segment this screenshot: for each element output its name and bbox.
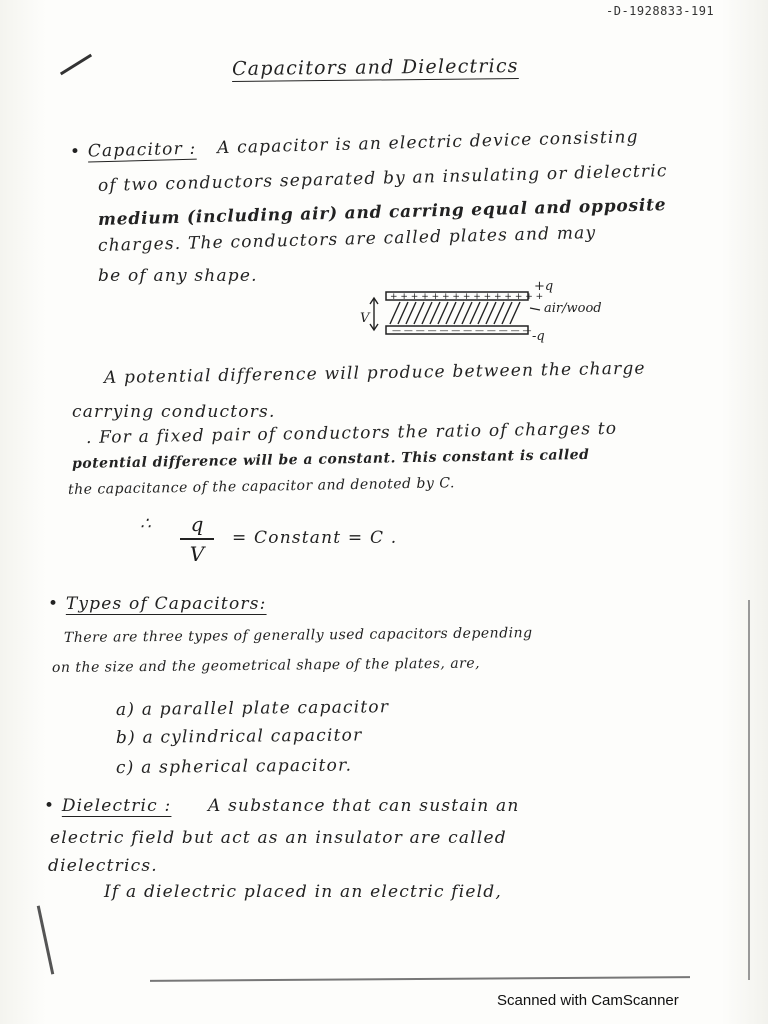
dielectric-text-2: electric field but act as an insulator are called [50,828,507,848]
types-intro-2: on the size and the geometrical shape of the plates, are, [51,655,481,676]
bottom-plate-charges: — — — — — — — — — — — — [392,326,532,336]
bottom-edge-line [150,976,690,982]
capacitor-text-4: charges. The conductors are called plates and may [97,222,597,256]
capacitor-text-2: of two conductors separated by an insulating or dielectric [97,161,668,196]
dielectric-text-4: If a dielectric placed in an electric field, [104,882,502,902]
dielectric-text-3: dielectrics. [48,856,158,876]
margin-stroke [37,905,54,974]
types-heading: Types of Capacitors: [65,594,267,614]
medium-label: air/wood [544,301,602,316]
capacitor-text-5: be of any shape. [98,266,258,286]
dielectric-hatching [390,302,520,324]
potential-text-4: potential difference will be a constant. This constant is called [71,446,590,472]
capacitor-text-3: medium (including air) and carring equal and opposite [97,195,667,230]
camscanner-watermark: Scanned with CamScanner [497,992,679,1009]
capacitor-diagram [360,278,650,350]
potential-text-3: . For a fixed pair of conductors the ratio of charges to [85,418,618,448]
plus-q-label: +q [534,279,554,294]
therefore-symbol: ∴ [140,514,153,534]
equation-rhs: = Constant = C . [232,528,398,548]
potential-text-1: A potential difference will produce between the charge [103,358,646,388]
right-edge-line [748,600,750,980]
potential-text-2: carrying conductors. [72,402,276,422]
types-heading-line: • Types of Capacitors: [48,594,267,614]
type-item-a: a) a parallel plate capacitor [115,697,390,720]
numerator: q [180,512,214,540]
pen-mark [60,54,92,76]
dielectric-line-1: • Dielectric : A substance that can sustain an [44,796,520,816]
denominator: V [189,542,205,566]
type-item-b: b) a cylindrical capacitor [115,725,363,748]
page-title: Capacitors and Dielectrics [231,54,519,80]
capacitor-line-1: • Capacitor : A capacitor is an electric device consisting [69,127,640,162]
medium-pointer [530,308,540,310]
top-plate-charges: + + + + + + + + + + + + + + + [390,292,544,302]
type-item-c: c) a spherical capacitor. [115,755,353,778]
dielectric-label: Dielectric : [61,796,172,816]
q-over-v-fraction [180,512,214,566]
page-reference: -D-1928833-191 [606,4,715,18]
capacitor-label: Capacitor : [87,138,197,162]
capacitor-text-1: A capacitor is an electric device consisting [216,127,640,159]
dielectric-text-1: A substance that can sustain an [208,796,520,816]
potential-text-5: the capacitance of the capacitor and denoted by C. [67,475,456,498]
minus-q-label: -q [532,329,545,344]
types-intro-1: There are three types of generally used capacitors depending [63,625,533,646]
v-label: V [360,311,370,326]
